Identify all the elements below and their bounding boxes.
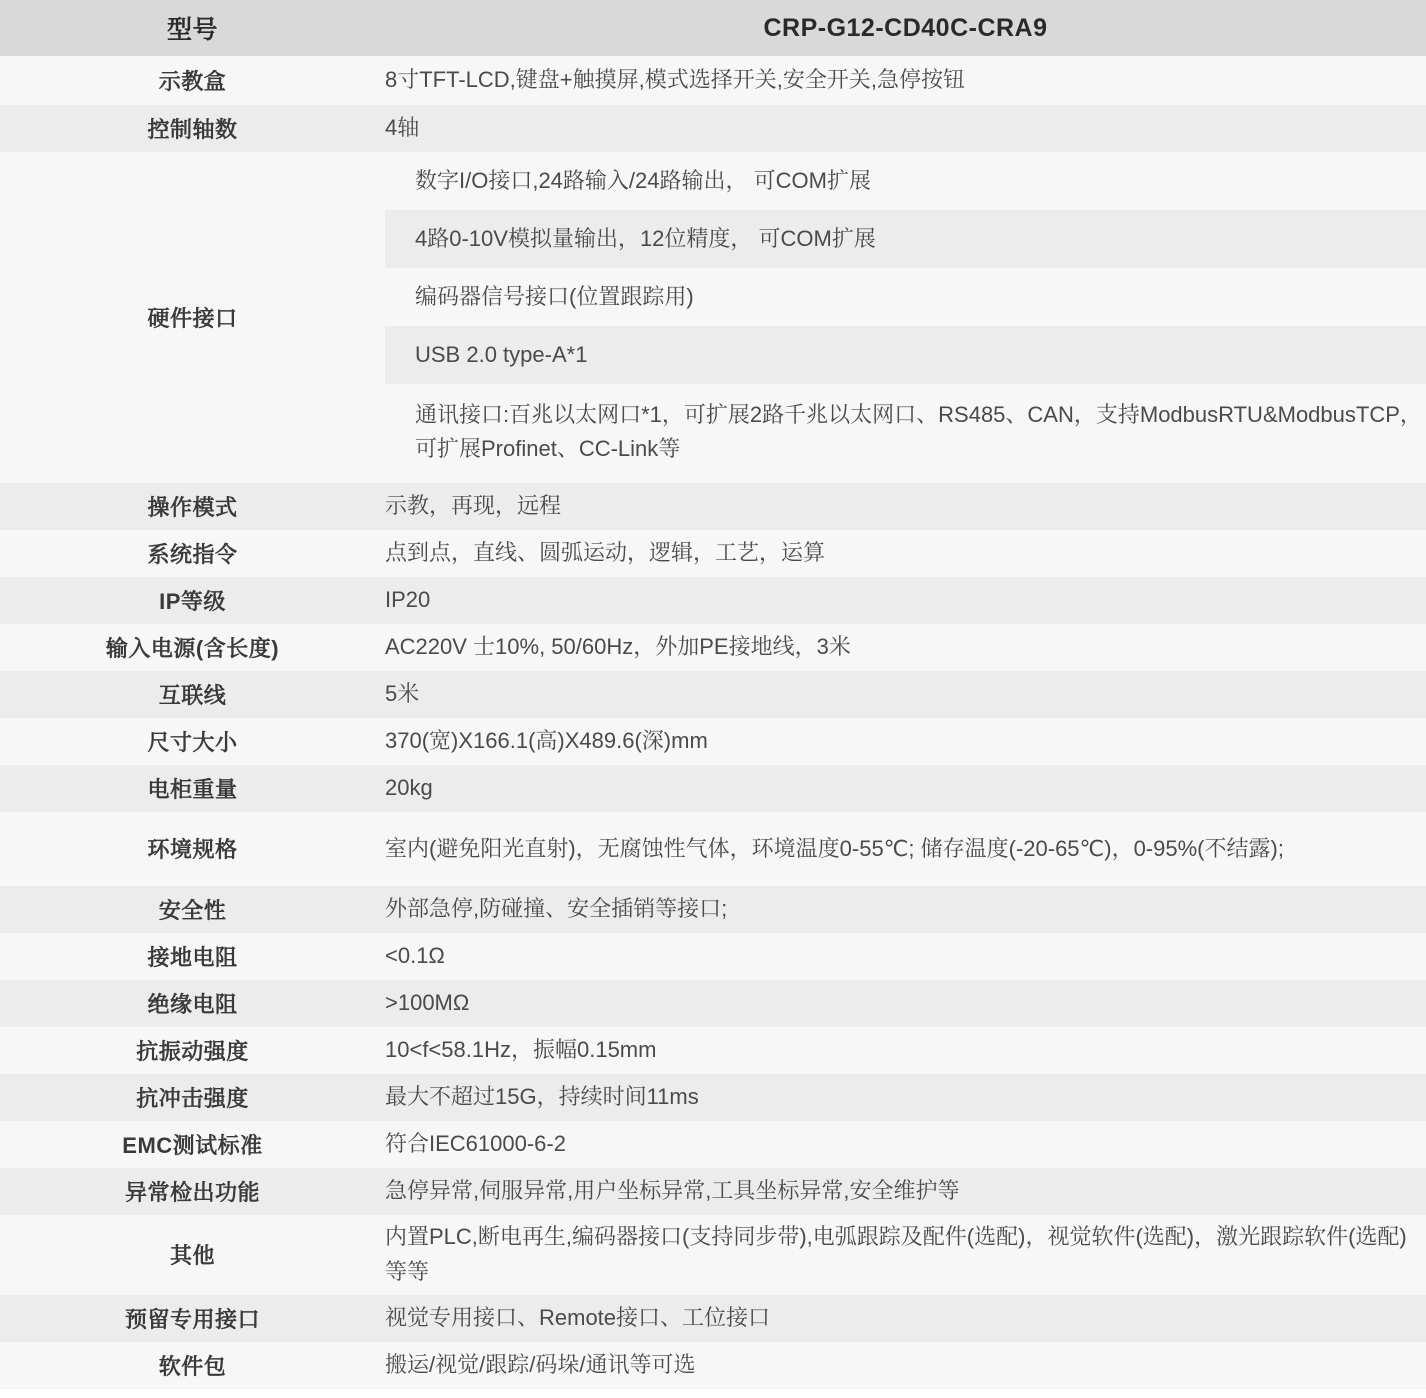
table-row <box>0 718 1426 765</box>
table-row <box>0 671 1426 718</box>
row-label-system-instructions: 系统指令 <box>0 530 385 577</box>
header-value-model-number: CRP-G12-CD40C-CRA9 <box>385 0 1426 56</box>
table-row <box>0 56 1426 105</box>
row-label-emc-standard: EMC测试标准 <box>0 1121 385 1168</box>
row-value-ip-rating: IP20 <box>385 577 1426 624</box>
row-value-hardware-interface <box>385 152 1426 483</box>
row-value-safety: 外部急停,防碰撞、安全插销等接口; <box>385 886 1426 933</box>
table-row <box>0 624 1426 671</box>
row-label-environment-spec: 环境规格 <box>0 812 385 886</box>
row-value-reserved-interface: 视觉专用接口、Remote接口、工位接口 <box>385 1295 1426 1342</box>
row-value-cabinet-weight: 20kg <box>385 765 1426 812</box>
list-item: 数字I/O接口,24路输入/24路输出， 可COM扩展 <box>385 152 1426 210</box>
table-header-row <box>0 0 1426 56</box>
table-row <box>0 1295 1426 1342</box>
row-label-software-package: 软件包 <box>0 1342 385 1389</box>
row-label-ground-resistance: 接地电阻 <box>0 933 385 980</box>
table-row <box>0 1074 1426 1121</box>
table-row <box>0 1121 1426 1168</box>
table-row <box>0 1215 1426 1295</box>
row-value-shock-resistance: 最大不超过15G，持续时间11ms <box>385 1074 1426 1121</box>
table-row <box>0 812 1426 886</box>
row-label-input-power: 输入电源(含长度) <box>0 624 385 671</box>
row-label-safety: 安全性 <box>0 886 385 933</box>
hardware-interface-list <box>385 152 1426 483</box>
row-value-teach-pendant: 8寸TFT-LCD,键盘+触摸屏,模式选择开关,安全开关,急停按钮 <box>385 56 1426 105</box>
table-row <box>0 530 1426 577</box>
row-label-reserved-interface: 预留专用接口 <box>0 1295 385 1342</box>
row-label-insulation-resistance: 绝缘电阻 <box>0 980 385 1027</box>
row-label-cabinet-weight: 电柜重量 <box>0 765 385 812</box>
row-value-control-axes: 4轴 <box>385 105 1426 152</box>
row-label-dimensions: 尺寸大小 <box>0 718 385 765</box>
row-label-other: 其他 <box>0 1215 385 1295</box>
table-row <box>0 765 1426 812</box>
header-label-model: 型号 <box>0 0 385 56</box>
row-label-hardware-interface: 硬件接口 <box>0 152 385 483</box>
table-row-hardware-interface <box>0 152 1426 483</box>
table-row <box>0 980 1426 1027</box>
row-value-operation-mode: 示教，再现，远程 <box>385 483 1426 530</box>
table-row <box>0 577 1426 624</box>
row-value-vibration-resistance: 10<f<58.1Hz，振幅0.15mm <box>385 1027 1426 1074</box>
row-value-ground-resistance: <0.1Ω <box>385 933 1426 980</box>
table-row <box>0 1027 1426 1074</box>
row-value-software-package: 搬运/视觉/跟踪/码垛/通讯等可选 <box>385 1342 1426 1389</box>
row-value-system-instructions: 点到点，直线、圆弧运动，逻辑，工艺，运算 <box>385 530 1426 577</box>
row-value-other: 内置PLC,断电再生,编码器接口(支持同步带),电弧跟踪及配件(选配)，视觉软件(选配)，激光跟踪软件(选配)等等 <box>385 1215 1426 1295</box>
row-value-emc-standard: 符合IEC61000-6-2 <box>385 1121 1426 1168</box>
list-item: 通讯接口:百兆以太网口*1，可扩展2路千兆以太网口、RS485、CAN，支持ModbusRTU&ModbusTCP，可扩展Profinet、CC-Link等 <box>385 384 1426 482</box>
row-value-dimensions: 370(宽)X166.1(高)X489.6(深)mm <box>385 718 1426 765</box>
row-label-vibration-resistance: 抗振动强度 <box>0 1027 385 1074</box>
list-item: 编码器信号接口(位置跟踪用) <box>385 268 1426 326</box>
row-label-teach-pendant: 示教盒 <box>0 56 385 105</box>
row-label-shock-resistance: 抗冲击强度 <box>0 1074 385 1121</box>
row-value-input-power: AC220V 士10%, 50/60Hz，外加PE接地线，3米 <box>385 624 1426 671</box>
row-label-interconnect-cable: 互联线 <box>0 671 385 718</box>
table-row <box>0 483 1426 530</box>
row-label-ip-rating: IP等级 <box>0 577 385 624</box>
table-row <box>0 886 1426 933</box>
row-value-environment-spec: 室内(避免阳光直射)，无腐蚀性气体，环境温度0-55℃; 储存温度(-20-65℃)，0-95%(不结露); <box>385 812 1426 886</box>
list-item: 4路0-10V模拟量输出，12位精度， 可COM扩展 <box>385 210 1426 268</box>
table-row <box>0 1342 1426 1389</box>
row-label-control-axes: 控制轴数 <box>0 105 385 152</box>
table-row <box>0 933 1426 980</box>
table-row <box>0 1168 1426 1215</box>
row-value-interconnect-cable: 5米 <box>385 671 1426 718</box>
row-label-operation-mode: 操作模式 <box>0 483 385 530</box>
list-item: USB 2.0 type-A*1 <box>385 326 1426 384</box>
row-value-fault-detection: 急停异常,伺服异常,用户坐标异常,工具坐标异常,安全维护等 <box>385 1168 1426 1215</box>
table-row <box>0 105 1426 152</box>
row-label-fault-detection: 异常检出功能 <box>0 1168 385 1215</box>
row-value-insulation-resistance: >100MΩ <box>385 980 1426 1027</box>
